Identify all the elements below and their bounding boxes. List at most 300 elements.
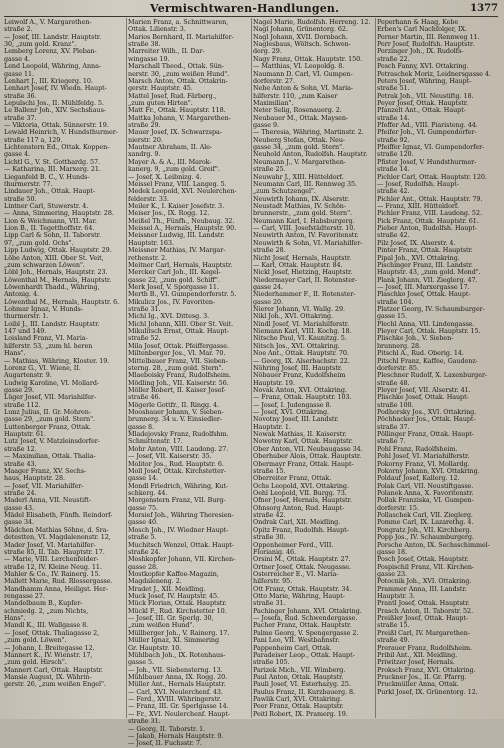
listing-line: Niemann Karl, VIII. Kochg. 18. [253, 327, 352, 336]
listing-line: Popp Jos., IV. Schaumburgerg. [377, 533, 474, 542]
listing-line: gasse 28. [128, 562, 158, 571]
listing-line: Pauli Josef, VI. Esterhazyg. 25. [253, 680, 351, 689]
listing-line: — Georg, IX. Alserbachstr. 22. [253, 356, 350, 365]
listing-line: Nitsche Paul, VI. Kaunitzg. 5. [253, 334, 347, 343]
listing-line: — Georg, II. Taborstr. 1. [128, 724, 206, 733]
listing-line: „zum Schutzengel". [253, 187, 316, 196]
listing-line: straße 14. [377, 165, 410, 174]
listing-line: Nowotny Karl, Ottak. Hauptstr. [253, 437, 353, 446]
listing-line: Polak Carl, VII. Neustiftgasse. [377, 481, 474, 490]
listing-line: Neumann Carl, III. Rennweg 35. [253, 179, 357, 188]
listing-line: Nagy Franz, Ottak. Hauptstr. 150. [253, 54, 363, 63]
listing-line: Merth B., VI. Gumpendorferstr. 5. [128, 290, 237, 299]
listing-line: straße 50. [4, 194, 37, 203]
listing-line: Pleyer Carl, Ottak. Hauptstr. 15. [377, 327, 481, 336]
listing-line: Mittelbauer Franz, VII. Sieben- [128, 356, 228, 365]
listing-line: — Viktoria, Ottak. Sünnerstr. 19. [4, 121, 109, 130]
listing-line: Mühlbauer Anna, IX. Rogg. 20. [128, 672, 228, 681]
listing-line: hilferstr. 95. [253, 577, 293, 586]
listing-line: Pohl Josef, VI. Mariahilferstr. [377, 452, 470, 461]
listing-line: Hans". [4, 614, 26, 623]
listing-line: Ortner Josef, Ottak. Neugasse. [253, 562, 351, 571]
listing-line: Paradeiser Leop., Ottak. Haupt- [253, 650, 355, 659]
listing-line: Hauptstr. 19. [253, 378, 295, 387]
listing-line: Schmittenstr. 17. [128, 437, 183, 446]
listing-line: Lion B., II. Tegetthoffstr. 64. [4, 224, 95, 233]
listing-line: Novotny Josef, III. Landstr. [253, 415, 339, 424]
listing-line: Nowak Mathias, II. Kaiserstr. [253, 430, 347, 439]
listing-line: Pick Franz, Ottak. Hauptstr. 61. [377, 216, 479, 225]
listing-line: Platzer Georg, IV. Schaumburger- [377, 305, 485, 314]
listing-line: straße 38. [128, 40, 161, 49]
listing-line: Otto Marie, Währing, Haupt- [253, 592, 345, 601]
listing-line: Mandelbaum B., Kupfer- [4, 599, 83, 608]
listing-line: straße 42. [253, 511, 286, 520]
listing-line: Pichler Franz, VIII. Laudong. 52. [377, 209, 482, 218]
listing-line: — Josef, VII. Kaiserstr. 35. [128, 452, 212, 461]
listing-line: straße 31. [128, 305, 161, 314]
listing-line: Luttenberger Franz, Ottak. [4, 422, 91, 431]
listing-line: brunnerg. 34 u. V. Einsiedler- [128, 415, 222, 424]
listing-line: Moshkopfer Johann, VII. Kirchen- [128, 555, 236, 564]
listing-line: Mladejovsky Franz, Rudolfshm. [128, 430, 229, 439]
listing-line: Mauer Josef, IX. Schwarzspa- [128, 128, 222, 137]
listing-line: Lohmar Ignaz, V. Hunds- [4, 305, 83, 314]
page-number: 1377 [470, 3, 498, 14]
listing-column-1 [4, 19, 124, 717]
listing-line: Lorenz G., VI. Wiene, II. [4, 363, 81, 372]
listing-line: rengasse 27. [4, 592, 45, 601]
listing-line: straße 36. [4, 91, 37, 100]
header-rule [4, 16, 498, 17]
listing-line: Marios Bernhard, II. Mariahilfer- [128, 32, 234, 41]
listing-line: — Katharina, III. Marxerg. 21. [4, 165, 101, 174]
listing-line: straße 100. [377, 400, 414, 409]
listing-line: Medek Leopold, XVI. Neulerchen- [128, 187, 237, 196]
listing-line: Neubauer M., Ottak. Maysen- [253, 113, 349, 122]
listing-line: Florianig. 46. [253, 547, 297, 556]
listing-line: Meissel Franz, VIII. Langeg. 5. [128, 179, 227, 188]
listing-line: Merk Josef, V. Sporgasse 11. [128, 282, 219, 291]
listing-line: Ott Franz, Ottak. Hauptstr. 34. [253, 584, 352, 593]
listing-line: Mila Josef, Ottak. Pfeiffergasse. [128, 341, 229, 350]
listing-line: straße 43. [4, 459, 37, 468]
listing-line: Meißel Th., Fünfh., Neubaug. 32. [128, 216, 235, 225]
listing-line: Pitschl Franz, Kaffee, Gaudenz- [377, 356, 478, 365]
listing-line: Lindauer Joh., Ottak. Haupt- [4, 187, 95, 196]
listing-line: Pfeiffer Ignaz, VI. Gumpendorfer- [377, 143, 485, 152]
listing-line: Leiwolf A., V. Margarethen- [4, 18, 92, 26]
listing-line: Peperhann & Haag, Kebe [377, 18, 459, 26]
listing-line: Pöchhacker Jos., Ottak. Haupt- [377, 415, 476, 424]
listing-line: — Karl, Ottak. Hauptstr. 84. [253, 260, 343, 269]
listing-line: Lenhart Josef, IV. Wiedn. Haupt- [4, 84, 107, 93]
listing-line: Mlaeboisky Franz, Rudolfsheim. [128, 371, 231, 380]
listing-line: straße 28. [253, 246, 286, 255]
listing-line: „zum schwarzen Löwen". [4, 260, 85, 269]
listing-line: Mädchen Mathias Söhne, d. Sra- [4, 525, 109, 534]
listing-line: — Joh., VII. Siebensterng. 13. [128, 665, 223, 674]
listing-line: straße 52. [128, 334, 161, 343]
listing-line: Muck Josef, IV. Hauptstr. 45. [128, 592, 220, 601]
listing-line: schmiedg. 2, „zum Nichts, [4, 606, 89, 615]
listing-line: Pospischil Franz, VII. Kirchen- [377, 562, 475, 571]
listing-line: Mandhamm Anna, Heiligst. Her- [4, 584, 108, 593]
listing-line: Polanek Anna, X. Favoritenstr. [377, 489, 474, 497]
listing-line: Preißler Josef, Ottak. Haupt- [377, 614, 469, 623]
listing-line: Mannert K., IV. Wienstr. 17, [4, 650, 93, 659]
listing-line: — Josef, X. Leibnizg. 4. [128, 172, 202, 181]
listing-line: Parizek Mich., VII. Wimberg. [253, 665, 346, 674]
listing-line: Ober Anton, VII. Neubaugasse 34. [253, 444, 363, 453]
listing-line: Neuhold Anton, Rudolfsh. Hauptstr. [253, 150, 368, 159]
listing-line: — Carl, XVI. Neulerchenf. 43. [128, 687, 223, 696]
listing-line: Pipal Joh., XVI. Ottakring. [377, 253, 460, 262]
listing-line: kanerg. 9, „zum gold. Greif". [128, 165, 220, 174]
listing-line: straße 14. [377, 113, 410, 122]
listing-line: Mannert Carl, Ottak. Hauptstr. [4, 665, 103, 674]
listing-line: straße 31. [128, 717, 161, 726]
listing-line: straße 12, IV. Kleine Neug. 11. [4, 562, 102, 571]
listing-line: Plischke Joh., V. Sieben- [377, 334, 454, 343]
listing-line: Mandl K., III. Wallgasse 8. [4, 621, 89, 630]
listing-line: derg. 29. [253, 47, 282, 56]
listing-line: hilferstr. 53, „zum hl. heren [4, 341, 93, 350]
listing-line: Mikulitsch Ernst, Ottak. Haupt- [128, 327, 229, 336]
listing-line: Nikl Joh., XVI. Ottakring. [253, 312, 334, 321]
listing-line: Perzinger Joh., IX. Rudolfs- [377, 47, 464, 56]
listing-line: dorferstr. 15. [377, 503, 419, 512]
listing-line: Porsche Anton, IX. Sechsschimmel- [377, 540, 490, 549]
listing-line: — Carl, VIII. Josefstädterstr. 10. [253, 224, 356, 233]
listing-line: gasse 15. [377, 312, 407, 321]
listing-line: Priwitzer Josef, Hernals. [377, 658, 455, 667]
listing-line: sterng. 28, „zum gold. Stern". [128, 363, 224, 372]
listing-line: Meissner Ludwig, III. Landstr. [128, 231, 225, 240]
listing-line: felderstr. 33. [128, 194, 169, 203]
listing-line: straße 22. [377, 54, 410, 63]
listing-line: straße 2. [4, 25, 33, 34]
listing-line: gasse 34. [4, 518, 34, 527]
listing-line: Michl Ig., XVI. Dittesg. 3. [128, 312, 210, 321]
listing-line: Perr Josef, Rudolfsh. Hauptstr. [377, 40, 475, 49]
listing-line: Mühlbach Joh., IX. Rotenhaus- [128, 650, 226, 659]
listing-line: straße 24. [4, 489, 37, 497]
listing-line: Molitor Jos., Rud. Hauptstr. 6. [128, 459, 224, 468]
listing-line: Pomme Carl, IX. Lazarethg. 4. [377, 518, 474, 527]
listing-line: 147 und 149. [4, 327, 47, 336]
listing-line: straße 37. [4, 113, 37, 122]
listing-line: straße 117 a, 129. [4, 135, 63, 144]
listing-line: Pischinger Franz, III. Landstr. [377, 260, 473, 269]
listing-line: Pollak Franziska, VI. Gumpen- [377, 496, 474, 505]
listing-line: Antonig. 4. [4, 290, 40, 299]
listing-line: Nebe Anton & Sohn, VI. Maria- [253, 84, 353, 93]
listing-line: Pöllinger Franz, Ottak. Haupt- [377, 430, 474, 439]
listing-line: — Theresia, Währing, Martinstr. 2. [253, 128, 364, 137]
listing-line: straße 42. [377, 231, 410, 240]
listing-line: Morgenstern Franz, VII. Burg- [128, 496, 226, 505]
listing-line: — Johann, I. Breitegasse 12. [4, 643, 95, 652]
column-divider [375, 18, 376, 718]
listing-line: Pesch Fanny, XVI. Ottakring. [377, 62, 469, 71]
listing-line: straße 51. [377, 84, 410, 93]
listing-line: thurmerstr. 1. [4, 312, 49, 321]
listing-line: Pfanzelt Ant., Ottak. Haupt- [377, 106, 466, 115]
listing-line: Peyer Josef, Ottak. Hauptstr. [377, 98, 469, 107]
listing-line: Miltenberger Jos., VI. Mar. 70. [128, 349, 226, 358]
listing-line: Neumann J., V. Margarethen- [253, 157, 346, 166]
listing-line: — Josef, III. Gr. Sperlg. 30, [128, 614, 214, 623]
listing-line: Loibl J., III. Landstr. Hauptstr. [4, 319, 100, 328]
listing-line: Pfister Josef, V. Hundsthurmer- [377, 157, 477, 166]
listing-line: Pfeifer Joh., VI. Gumpendorfer- [377, 128, 477, 137]
listing-line: Oberhuber Alois, Ottak. Hauptstr. [253, 452, 362, 461]
listing-line: Müller Ant., Hernals Hauptstr. [128, 680, 226, 689]
listing-line: gasse 43. [4, 503, 34, 512]
listing-line: Pohl Franz, Rudolfsheim. [377, 444, 458, 453]
listing-line: Obermayr Franz, Ottak. Haupt- [253, 459, 354, 468]
listing-line: Pichler Carl, Ottak. Hauptstr. 120. [377, 172, 487, 181]
listing-line: „zum gold. Löwen". [4, 636, 67, 645]
listing-line: Oppenheimer Ferd., VIII. [253, 540, 334, 549]
listing-line: Pribil Ant., XII. Meidling. [377, 650, 458, 659]
listing-line: Prantl Josef, Ottak. Hauptstr. [377, 599, 470, 608]
listing-line: Perner Martin, III. Rennweg 11. [377, 32, 480, 41]
listing-column-2 [128, 18, 248, 748]
listing-line: gasse 18. [377, 547, 407, 556]
listing-line: rethenstr. 2. [128, 253, 168, 262]
listing-line: Neter Selig, Rosenauerg. 2. [253, 106, 342, 115]
listing-line: Lüger Josef, VII. Mariahilfer- [4, 393, 97, 402]
listing-line: — Josef, I. Judengasse 8. [253, 400, 332, 409]
listing-line: gasse 29. [4, 385, 34, 394]
listing-line: straße 25. [253, 165, 286, 174]
listing-line: — Anna, Simmering, Hauptstr. 28. [4, 209, 114, 218]
listing-line: Pilz Josef, IX. Alserstr. 4. [377, 238, 456, 247]
listing-line: Niederhammer F., II. Rotenster- [253, 290, 356, 299]
listing-line: „zum guten Hirten". [128, 98, 193, 107]
listing-line: Morsief Joh., Währing Theresien- [128, 511, 234, 520]
listing-line: straße 104. [377, 297, 414, 306]
listing-line: Matt Fr., Ottak. Hauptstr. 118. [128, 106, 226, 115]
listing-line: thurmerstr. 77. [4, 179, 53, 188]
page-title: Vermischtwaren-Handlungen. [150, 2, 340, 15]
listing-line: Poldauf Josef, Kallerg. 12. [377, 474, 460, 483]
listing-line: — Josef, Ottak. Thaliagasse 2, [4, 628, 100, 637]
listing-line: Mansie August, IX. Währin- [4, 672, 92, 681]
listing-line: straße 15. [253, 466, 286, 475]
listing-line: Mohr Anton, VIII. Laudong. 27. [128, 444, 229, 453]
listing-line: dorferstr. 27. [253, 76, 295, 85]
listing-line: Nicht Josef, Hernals, Hauptstr. [253, 253, 352, 262]
listing-line: Maderl Anna, VII. Neustift- [4, 496, 91, 505]
listing-line: Mayer A. & A., III. Marok- [128, 157, 212, 166]
listing-line: Ohnsorg Anton, Rud. Haupt- [253, 503, 345, 512]
listing-line: Nöbauer Franz, Kudolfsheim [253, 371, 346, 380]
listing-line: Petraschek Moriz, Leidnersgasse 4. [377, 69, 491, 78]
listing-line: Mattel Josef, Rud. Färberg., [128, 91, 217, 100]
listing-line: Nierer Johann, VI. Wallg. 29. [253, 305, 345, 314]
listing-line: straße 24. [128, 547, 161, 556]
listing-line: Neustadt Mathias, IV. Schön- [253, 201, 346, 210]
listing-line: Neuwahr J., XIII. Hütteldorf. [253, 172, 344, 181]
listing-line: Novak Anton, XVI. Ottakring. [253, 385, 347, 394]
listing-line: Opitz Franz, Rudolfsh. Haupt- [253, 525, 349, 534]
listing-line: Pachinger Johann, XVI. Ottakring. [253, 606, 362, 615]
listing-line: Mädel Elisabeth, Fünfh. Reindorf- [4, 511, 113, 520]
listing-line: straße 46. [128, 393, 161, 402]
listing-line: Mostkopfer Kaffee-Magazin, [128, 569, 219, 578]
listing-line: Mögerle Gottfr., II. Ringg. 4. [128, 400, 220, 409]
listing-line: Plaschko Josef, Ottak. Haupt- [377, 290, 471, 299]
listing-line: Naumann D. Carl, VI. Gumpen- [253, 69, 353, 78]
listing-line: Pleschner Rudolf, X. Laxenburger- [377, 371, 488, 380]
listing-line: Marsch Anton, Ottak. Ottakrin- [128, 76, 228, 85]
listing-line: gasse 8. [128, 422, 154, 431]
listing-line: Ochs Leopold, XVI. Ottakring. [253, 481, 349, 490]
listing-line: Nindl Josef, VI. Mariahilferstr. [253, 319, 350, 328]
listing-line: haus, Hauptstr. 28. [4, 474, 66, 483]
listing-line: Petrak Joh., VII. Neustiftg. 18. [377, 91, 474, 100]
listing-line: Prammer Anna, III. Landstr. [377, 584, 467, 593]
listing-line: — Josefa, Rud. Schwendergasse. [253, 614, 358, 623]
listing-line: Möller Robert, II. Kaiser Josef- [128, 385, 226, 394]
listing-line: — Josef, VII. Mariahilfer- [4, 481, 84, 490]
listing-line: gerstr. Hauptstr. 45. [128, 84, 193, 93]
listing-line: Neuwirth Johann, IX. Alserstr. [253, 194, 350, 203]
listing-line: straße 30. [253, 533, 286, 542]
listing-line: xandrg. 9. [128, 150, 161, 159]
listing-line: — Josef, II. Fuchsstr. 7. [128, 739, 202, 748]
listing-line: Lintner Carl, Stuwerstr. 4. [4, 201, 89, 210]
listing-line: Oehl Leopold, VII. Burgg. 73. [253, 489, 347, 497]
listing-line: Podhorsky Jos., XVI. Ottakring. [377, 408, 477, 417]
listing-line: straße 7. [377, 437, 406, 446]
listing-line: gasse 5. [128, 658, 154, 667]
listing-line: Mattka Johann, V. Margarethen- [128, 113, 231, 122]
listing-column-4 [377, 19, 501, 717]
listing-line: Lemberg Lorenz, XV. Pleban- [4, 47, 97, 56]
listing-line: Pleyer Josef, VII. Alserstr. 41. [377, 385, 471, 394]
listing-line: gasse 4. [4, 54, 30, 63]
listing-line: Meissner Mathias, IV. Margar- [128, 246, 226, 255]
listing-line: brunnerstr., „zum gold. Stern". [253, 209, 352, 218]
listing-line: Lichtenstern Ed., Ottak. Koppen- [4, 143, 110, 152]
listing-line: — Ferd., XVIII. Währingerstr. [128, 695, 222, 704]
listing-line: Pawlik Carl, XVI. Ottakring. [253, 695, 342, 704]
listing-line: Erben's Carl Nachfolger, IX. [377, 25, 467, 34]
listing-line: Gr. Hauptstr. 10. [128, 643, 182, 652]
listing-line: Pani Leo, VII. Westbahnstr. [253, 636, 340, 645]
listing-line: Pfeffer Ad., VIII. Piaristeng. 44. [377, 121, 478, 130]
listing-line: Osterreicher E., VI. Maria- [253, 569, 339, 578]
listing-line: — Maximilian, Ottak. Thalia- [4, 452, 96, 461]
listing-line: Mercker Carl Joh., III. Kegel- [128, 268, 221, 277]
listing-line: Hans". [4, 349, 26, 358]
listing-line: Marreiter Wilh., II. Dar- [128, 47, 205, 56]
listing-line: Marschall Theod., Ottak. Sün- [128, 62, 224, 71]
listing-line: Preißl Carl, IV. Margarethen- [377, 628, 470, 637]
listing-line: straße 29. [128, 121, 161, 130]
listing-line: — Marie, VIII. Lerchenfelder- [4, 555, 99, 564]
listing-line: — Matthias, VI. Leopoldg. 8. [253, 62, 345, 71]
listing-line: — Josef, Rudolfsh. Haupt- [377, 179, 459, 188]
listing-line: Löbe Anton, XIII. Ober St. Veit, [4, 253, 104, 262]
listing-line: straße 120. [377, 150, 414, 159]
listing-line: „zum weißen Hund". [128, 621, 195, 630]
listing-line: Nickl Josef, Hietzing, Hauptstr. [253, 268, 353, 277]
listing-line: Hauptstr. 163. [128, 238, 174, 247]
listing-line: Moosbauer Johann, V. Sieben- [128, 408, 224, 417]
listing-line: — Fr., XVI. Neulerchenf. Haupt- [128, 709, 230, 718]
listing-line: Mückl F., Rud. Kirchstetter 10. [128, 606, 227, 615]
listing-line: Maximilian". [253, 98, 294, 107]
listing-line: schkerg. 44. [128, 489, 168, 497]
listing-line: Mosch Joh., IV. Wiedner Haupt- [128, 525, 229, 534]
page-header [0, 2, 504, 16]
listing-line: Lipp Carl & Sohn, II. Taborstr. [4, 231, 101, 240]
listing-line: Lion & Weichmann, VII. Mar. [4, 216, 97, 225]
listing-line: Neuberg Stefan, Ottak. Neu- [253, 135, 346, 144]
listing-line: Lichtl G., V. St. Gotthardg. 57. [4, 157, 101, 166]
listing-line: Mück Florian, Ottak. Hauptstr. [128, 599, 227, 608]
listing-line: Meiser Jos., IX. Rogg. 12. [128, 209, 210, 218]
listing-line: Noe Ant., Ottak. Hauptstr. 70. [253, 349, 349, 358]
listing-line: straße 15. [377, 621, 410, 630]
listing-line: Mradet J., XII. Meidling. [128, 584, 206, 593]
listing-line: Lieganfeld B. C., V. Hunds- [4, 172, 90, 181]
listing-line: Niedermayer Carl, II. Rotenster- [253, 275, 358, 284]
listing-line: Pinter Franz, Ottak. Hauptstr. [377, 246, 473, 255]
listing-line: straße 112. [4, 400, 41, 409]
listing-line: gasse 11. [4, 69, 34, 78]
listing-line: gasse 40. [128, 518, 158, 527]
listing-line: straße 105. [253, 658, 290, 667]
listing-line: Proksch Franz, XVI. Ottakring. [377, 665, 476, 674]
listing-line: Hauptstr. 61. [4, 430, 46, 439]
listing-line: Palme Georg, V. Spengergasse 2. [253, 628, 359, 637]
listing-line: gasse 23. [377, 569, 407, 578]
listing-line: Pollaschek Carl, VII. Zieglerg. [377, 511, 473, 520]
listing-line: Hauptstr. 3. [377, 592, 415, 601]
listing-line: Lend Leopold, Währing, Anna- [4, 62, 101, 71]
listing-line: Naglesbaus, Wöltsch. Schwen- [253, 40, 351, 49]
listing-line: dorferstr. 85. [377, 363, 419, 372]
listing-line: Ottak. Lilienstr. 3. [128, 25, 186, 34]
listing-line: Ofner Josef, Hernals, Hauptstr. [253, 496, 352, 505]
listing-line: Nagl Johann, Grünentorg. 62. [253, 25, 348, 34]
listing-line: Hauptstr. 43, „zum gold. Mond". [377, 268, 481, 277]
listing-line: Pruckmüller Anna, Ottak. [377, 680, 459, 689]
listing-line: Meiler K., I. Kaiser Josefstr. 3. [128, 201, 225, 210]
listing-line: gerstr. 26, „zum weißen Engel". [4, 680, 106, 689]
column-divider [126, 18, 127, 718]
listing-line: Le Ballenr Joh., XIV. Sechshaus- [4, 106, 106, 115]
listing-line: Plischke Josef, Ottak. Haupt- [377, 393, 469, 402]
listing-line: Ondrak Carl, XII. Meidling. [253, 518, 341, 527]
listing-line: Müllberger Joh., V. Rainerg. 17. [128, 628, 230, 637]
listing-line: gasse 20. [253, 297, 283, 306]
listing-line: Pichler Ant., Ottak. Hauptstr. 79. [377, 194, 483, 203]
listing-line: Paul Anton, Ottak. Hauptstr. [253, 672, 344, 681]
listing-line: 97, „zum gold. Ochs". [4, 238, 74, 247]
listing-line: gasse 34, „zum gold. Stern". [253, 143, 344, 152]
listing-line: Pokorny Johann, XVI. Ottakring. [377, 466, 480, 475]
listing-line: Muchitsch Wenzel, Ottak. Haupt- [128, 540, 235, 549]
listing-line: 30, „zum gold. Kranz". [4, 40, 77, 49]
listing-line: Nöhring Josef, III. Hauptstr. [253, 363, 343, 372]
